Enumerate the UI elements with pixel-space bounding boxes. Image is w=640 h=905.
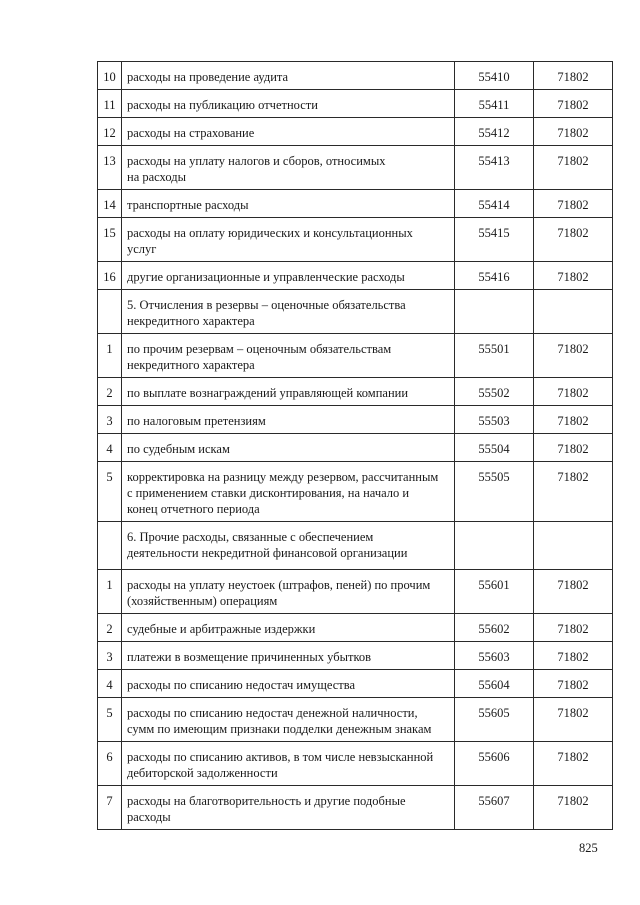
table-row: [98, 742, 613, 786]
symbol-code: 55416: [455, 262, 534, 290]
account-number: 71802: [534, 462, 613, 522]
account-number: 71802: [534, 570, 613, 614]
table-row: [98, 146, 613, 190]
row-number: 6: [98, 742, 122, 786]
table-row: [98, 218, 613, 262]
symbol-code: 55413: [455, 146, 534, 190]
symbol-code: 55503: [455, 406, 534, 434]
row-description: другие организационные и управленческие расходы: [122, 262, 455, 290]
table-row: [98, 642, 613, 670]
account-number: [534, 290, 613, 334]
table-row: [98, 262, 613, 290]
row-description: расходы на проведение аудита: [122, 62, 455, 90]
symbol-code: 55502: [455, 378, 534, 406]
account-number: 71802: [534, 642, 613, 670]
table-row: [98, 90, 613, 118]
row-number: 1: [98, 570, 122, 614]
table-row: [98, 462, 613, 522]
row-description: по выплате вознаграждений управляющей компании: [122, 378, 455, 406]
row-number: 2: [98, 378, 122, 406]
symbol-code: 55607: [455, 786, 534, 830]
account-number: 71802: [534, 670, 613, 698]
row-description: расходы на уплату налогов и сборов, относимых на расходы: [122, 146, 455, 190]
table-row: [98, 334, 613, 378]
row-number: 13: [98, 146, 122, 190]
section-header-row: [98, 290, 613, 334]
account-number: 71802: [534, 698, 613, 742]
row-number: 4: [98, 434, 122, 462]
account-number: 71802: [534, 742, 613, 786]
row-number: 4: [98, 670, 122, 698]
row-number: 5: [98, 698, 122, 742]
row-description: расходы на страхование: [122, 118, 455, 146]
account-number: 71802: [534, 434, 613, 462]
section-title: 5. Отчисления в резервы – оценочные обязательства некредитного характера: [122, 290, 455, 334]
row-description: по прочим резервам – оценочным обязательствам некредитного характера: [122, 334, 455, 378]
account-number: 71802: [534, 334, 613, 378]
row-description: по налоговым претензиям: [122, 406, 455, 434]
row-number: 11: [98, 90, 122, 118]
row-description: расходы на благотворительность и другие подобные расходы: [122, 786, 455, 830]
row-description: расходы на оплату юридических и консультационных услуг: [122, 218, 455, 262]
symbol-code: [455, 522, 534, 570]
account-number: 71802: [534, 62, 613, 90]
symbol-code: 55504: [455, 434, 534, 462]
symbol-code: 55606: [455, 742, 534, 786]
row-number: 3: [98, 642, 122, 670]
page-number: 825: [579, 841, 598, 855]
account-number: 71802: [534, 146, 613, 190]
accounts-table: [97, 61, 613, 830]
table-row: [98, 434, 613, 462]
symbol-code: 55410: [455, 62, 534, 90]
table-row: [98, 62, 613, 90]
row-number: 10: [98, 62, 122, 90]
row-number: 12: [98, 118, 122, 146]
table-row: [98, 118, 613, 146]
row-number: 5: [98, 462, 122, 522]
symbol-code: 55415: [455, 218, 534, 262]
symbol-code: 55505: [455, 462, 534, 522]
row-description: расходы по списанию недостач денежной наличности, сумм по имеющим признаки подделки денежным знакам: [122, 698, 455, 742]
table-row: [98, 698, 613, 742]
row-description: расходы на публикацию отчетности: [122, 90, 455, 118]
symbol-code: 55602: [455, 614, 534, 642]
account-number: 71802: [534, 90, 613, 118]
account-number: 71802: [534, 218, 613, 262]
row-description: расходы по списанию недостач имущества: [122, 670, 455, 698]
account-number: 71802: [534, 262, 613, 290]
row-description: транспортные расходы: [122, 190, 455, 218]
account-number: [534, 522, 613, 570]
row-description: расходы по списанию активов, в том числе невзысканной дебиторской задолженности: [122, 742, 455, 786]
account-number: 71802: [534, 378, 613, 406]
row-number: 7: [98, 786, 122, 830]
row-number: 15: [98, 218, 122, 262]
row-number: 14: [98, 190, 122, 218]
row-number: 1: [98, 334, 122, 378]
symbol-code: 55411: [455, 90, 534, 118]
row-description: корректировка на разницу между резервом, рассчитанным с применением ставки дисконтирования, на начало и конец отчетного периода: [122, 462, 455, 522]
table-row: [98, 786, 613, 830]
row-number: 2: [98, 614, 122, 642]
account-number: 71802: [534, 786, 613, 830]
account-number: 71802: [534, 406, 613, 434]
table-row: [98, 190, 613, 218]
symbol-code: 55412: [455, 118, 534, 146]
row-number: [98, 290, 122, 334]
section-title: 6. Прочие расходы, связанные с обеспечением деятельности некредитной финансовой организации: [122, 522, 455, 570]
row-number: 16: [98, 262, 122, 290]
symbol-code: 55605: [455, 698, 534, 742]
row-description: судебные и арбитражные издержки: [122, 614, 455, 642]
symbol-code: 55603: [455, 642, 534, 670]
table-row: [98, 570, 613, 614]
symbol-code: 55501: [455, 334, 534, 378]
table-row: [98, 614, 613, 642]
row-number: [98, 522, 122, 570]
account-number: 71802: [534, 614, 613, 642]
symbol-code: 55604: [455, 670, 534, 698]
row-description: расходы на уплату неустоек (штрафов, пеней) по прочим (хозяйственным) операциям: [122, 570, 455, 614]
table-row: [98, 406, 613, 434]
table-row: [98, 670, 613, 698]
row-description: по судебным искам: [122, 434, 455, 462]
table-body: [98, 62, 613, 830]
row-description: платежи в возмещение причиненных убытков: [122, 642, 455, 670]
section-header-row: [98, 522, 613, 570]
account-number: 71802: [534, 190, 613, 218]
row-number: 3: [98, 406, 122, 434]
table-row: [98, 378, 613, 406]
symbol-code: [455, 290, 534, 334]
symbol-code: 55601: [455, 570, 534, 614]
symbol-code: 55414: [455, 190, 534, 218]
account-number: 71802: [534, 118, 613, 146]
